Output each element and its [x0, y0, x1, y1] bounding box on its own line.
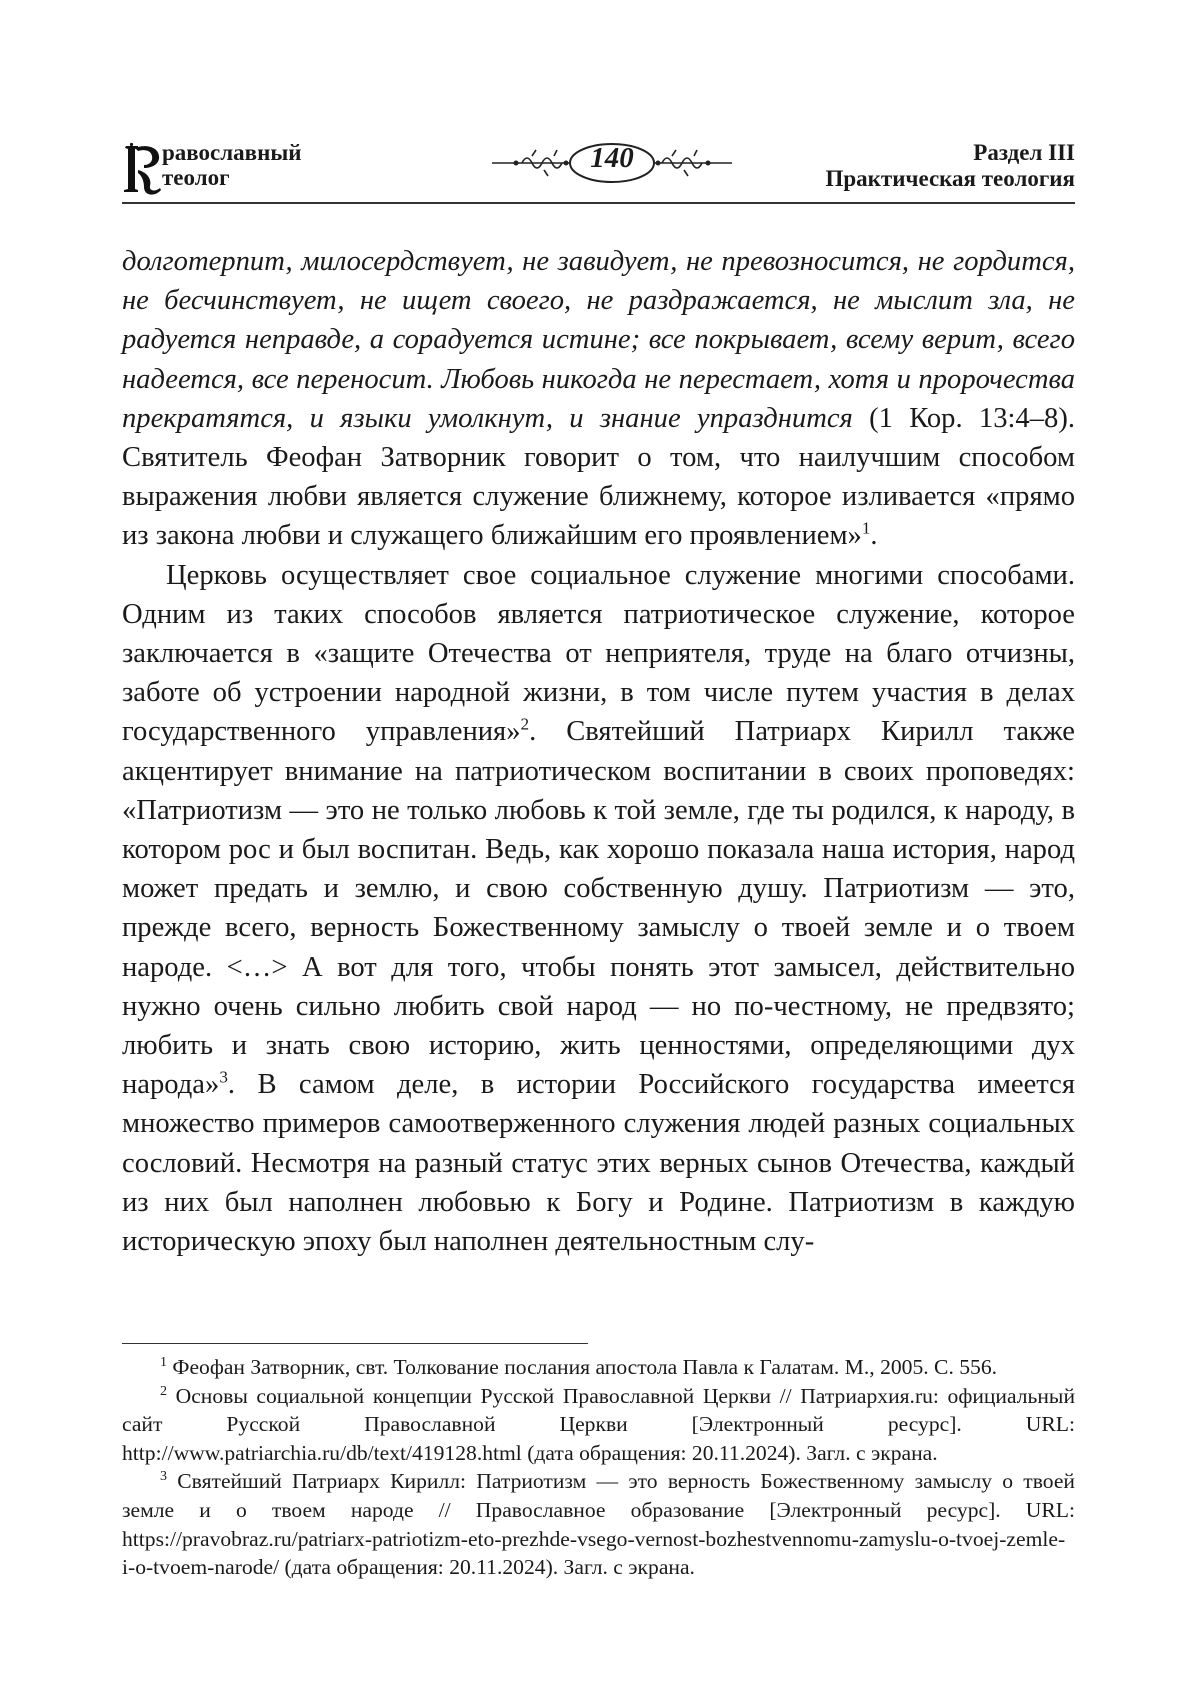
page-number-ornament: [492, 138, 732, 188]
paragraph-1-end: .: [870, 520, 878, 552]
footnote-text: Феофан Затворник, свт. Толкование послания апостола Павла к Галатам. М., 2005. С. 556.: [167, 1355, 998, 1379]
footnote-ref-2: 2: [520, 714, 530, 734]
footnote-1: [122, 1353, 1075, 1382]
footnote-text: Основы социальной концепции Русской Православной Церкви // Патриархия.ru: официальный сайт Русской Православной Церкви [Электронный ресурс]. URL: http://www.patriarchia.ru/db/text/419128.html (дата обращения: 20.11.2024). Загл. с экрана.: [122, 1383, 1075, 1465]
footnote-ref-3: 3: [219, 1067, 228, 1087]
journal-title: [162, 140, 302, 190]
section-title-line1: Раздел III: [973, 140, 1075, 165]
footnote-2: [122, 1382, 1075, 1468]
footnote-number: 2: [160, 1382, 168, 1399]
section-title: [826, 140, 1076, 192]
paragraph-2-text-a: Церковь осуществляет свое социальное служение многими способами. Одним из таких способов является патриотическое служение, которое заключается в «защите Отечества от неприятеля, труде на благо отчизны, заботе об устроении народной жизни, в том числе путем участия в делах государственного управления»: [122, 559, 1075, 748]
running-header: [122, 138, 1075, 202]
footnote-divider: [122, 1343, 588, 1344]
footnote-3: [122, 1467, 1075, 1581]
paragraph-1-text: (1 Кор. 13:4–8). Святитель Феофан Затворник говорит о том, что наилучшим способом выражения любви является служение ближнему, которое изливается «прямо из закона любви и служащего ближайшим его проявлением»: [122, 402, 1075, 552]
journal-title-line1: равославный: [162, 140, 302, 165]
paragraph-2: [122, 556, 1075, 1262]
scripture-quote: долготерпит, милосердствует, не завидует, не превозносится, не гордится, не бесчинствует, не ищет своего, не раздражается, не мыслит зла, не радуется неправде, а сорадуется истине; все покрывает, всему верит, всего надеется, все переносит. Любовь никогда не перестает, хотя и пророчества прекратятся, и языки умолкнут, и знание упразднится: [122, 246, 1075, 434]
page-number: 140: [590, 142, 634, 174]
paragraph-2-text-c: . В самом деле, в истории Российского государства имеется множество примеров самоотверженного служения людей разных социальных сословий. Несмотря на разный статус этих верных сынов Отечества, каждый из них был наполнен любовью к Богу и Родине. Патриотизм в каждую историческую эпоху был наполнен деятельностным слу-: [122, 1069, 1075, 1258]
footnote-number: 1: [160, 1353, 168, 1370]
journal-title-line2: теолог: [162, 165, 230, 190]
section-title-line2: Практическая теология: [825, 166, 1075, 191]
footnote-text: Святейший Патриарх Кирилл: Патриотизм — это верность Божественному замыслу о твоей земле и о твоем народе // Православное образование [Электронный ресурс]. URL: https://pravobraz.ru/patriarx-patriotizm-eto-prezhde-vsego-vernost-bozhestvennomu-zamyslu-o-tvoej-zemle-i-o-tvoem-narode/ (дата обращения: 20.11.2024). Загл. с экрана.: [122, 1469, 1075, 1580]
footnotes: [122, 1353, 1075, 1582]
main-text: [122, 242, 1075, 1261]
paragraph-2-text-b: . Святейший Патриарх Кирилл также акцентирует внимание на патриотическом воспитании в своих проповедях: «Патриотизм — это не только любовь к той земле, где ты родился, к народу, в котором рос и был воспитан. Ведь, как хорошо показала наша история, народ может предать и землю, и свою собственную душу. Патриотизм — это, прежде всего, верность Божественному замыслу о твоей земле и о твоем народе. <…> А вот для того, чтобы понять этот замысел, действительно нужно очень сильно любить свой народ — но по-честному, не предвзято; любить и знать свою историю, жить ценностями, определяющими дух народа»: [122, 716, 1075, 1101]
header-divider: [122, 202, 1075, 204]
paragraph-1: [122, 242, 1075, 556]
footnote-number: 3: [160, 1468, 168, 1485]
journal-initial-logo: [122, 142, 164, 196]
footnote-ref-1: 1: [861, 518, 871, 538]
